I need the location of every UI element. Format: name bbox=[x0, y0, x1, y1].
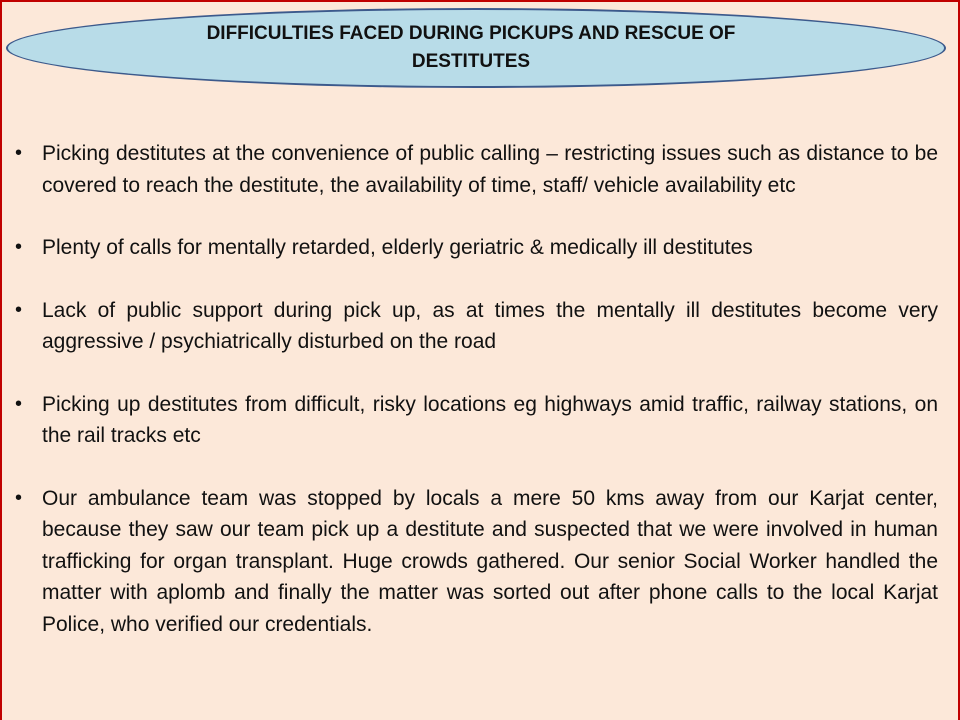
bullet-list bbox=[14, 138, 938, 671]
bullet-item bbox=[14, 295, 938, 358]
bullet-text: Lack of public support during pick up, as at times the mentally ill destitutes become very aggressive / psychiatrically disturbed on the road bbox=[42, 298, 938, 353]
bullet-icon: • bbox=[15, 298, 23, 321]
bullet-text: Picking destitutes at the convenience of public calling – restricting issues such as distance to be covered to reach the destitute, the availability of time, staff/ vehicle availability etc bbox=[42, 142, 938, 197]
bullet-item bbox=[14, 483, 938, 641]
title-banner bbox=[6, 8, 946, 88]
bullet-icon: • bbox=[15, 236, 23, 258]
bullet-icon: • bbox=[15, 142, 23, 164]
bullet-icon: • bbox=[15, 392, 23, 415]
slide-title: DIFFICULTIES FACED DURING PICKUPS AND RESCUE OF DESTITUTES bbox=[206, 23, 736, 72]
bullet-item bbox=[14, 138, 938, 201]
bullet-icon: • bbox=[15, 486, 23, 509]
bullet-text: Picking up destitutes from difficult, risky locations eg highways amid traffic, railway stations, on the rail tracks etc bbox=[42, 392, 938, 447]
bullet-item bbox=[14, 232, 938, 264]
bullet-text: Plenty of calls for mentally retarded, elderly geriatric & medically ill destitutes bbox=[42, 236, 753, 259]
bullet-item bbox=[14, 389, 938, 452]
bullet-text: Our ambulance team was stopped by locals a mere 50 kms away from our Karjat center, because they saw our team pick up a destitute and suspected that we were involved in human trafficking for organ transplant. Huge crowds gathered. Our senior Social Worker handled the matter with aplomb and finally the matter was sorted out after phone calls to the local Karjat Police, who verified our credentials. bbox=[42, 486, 938, 636]
